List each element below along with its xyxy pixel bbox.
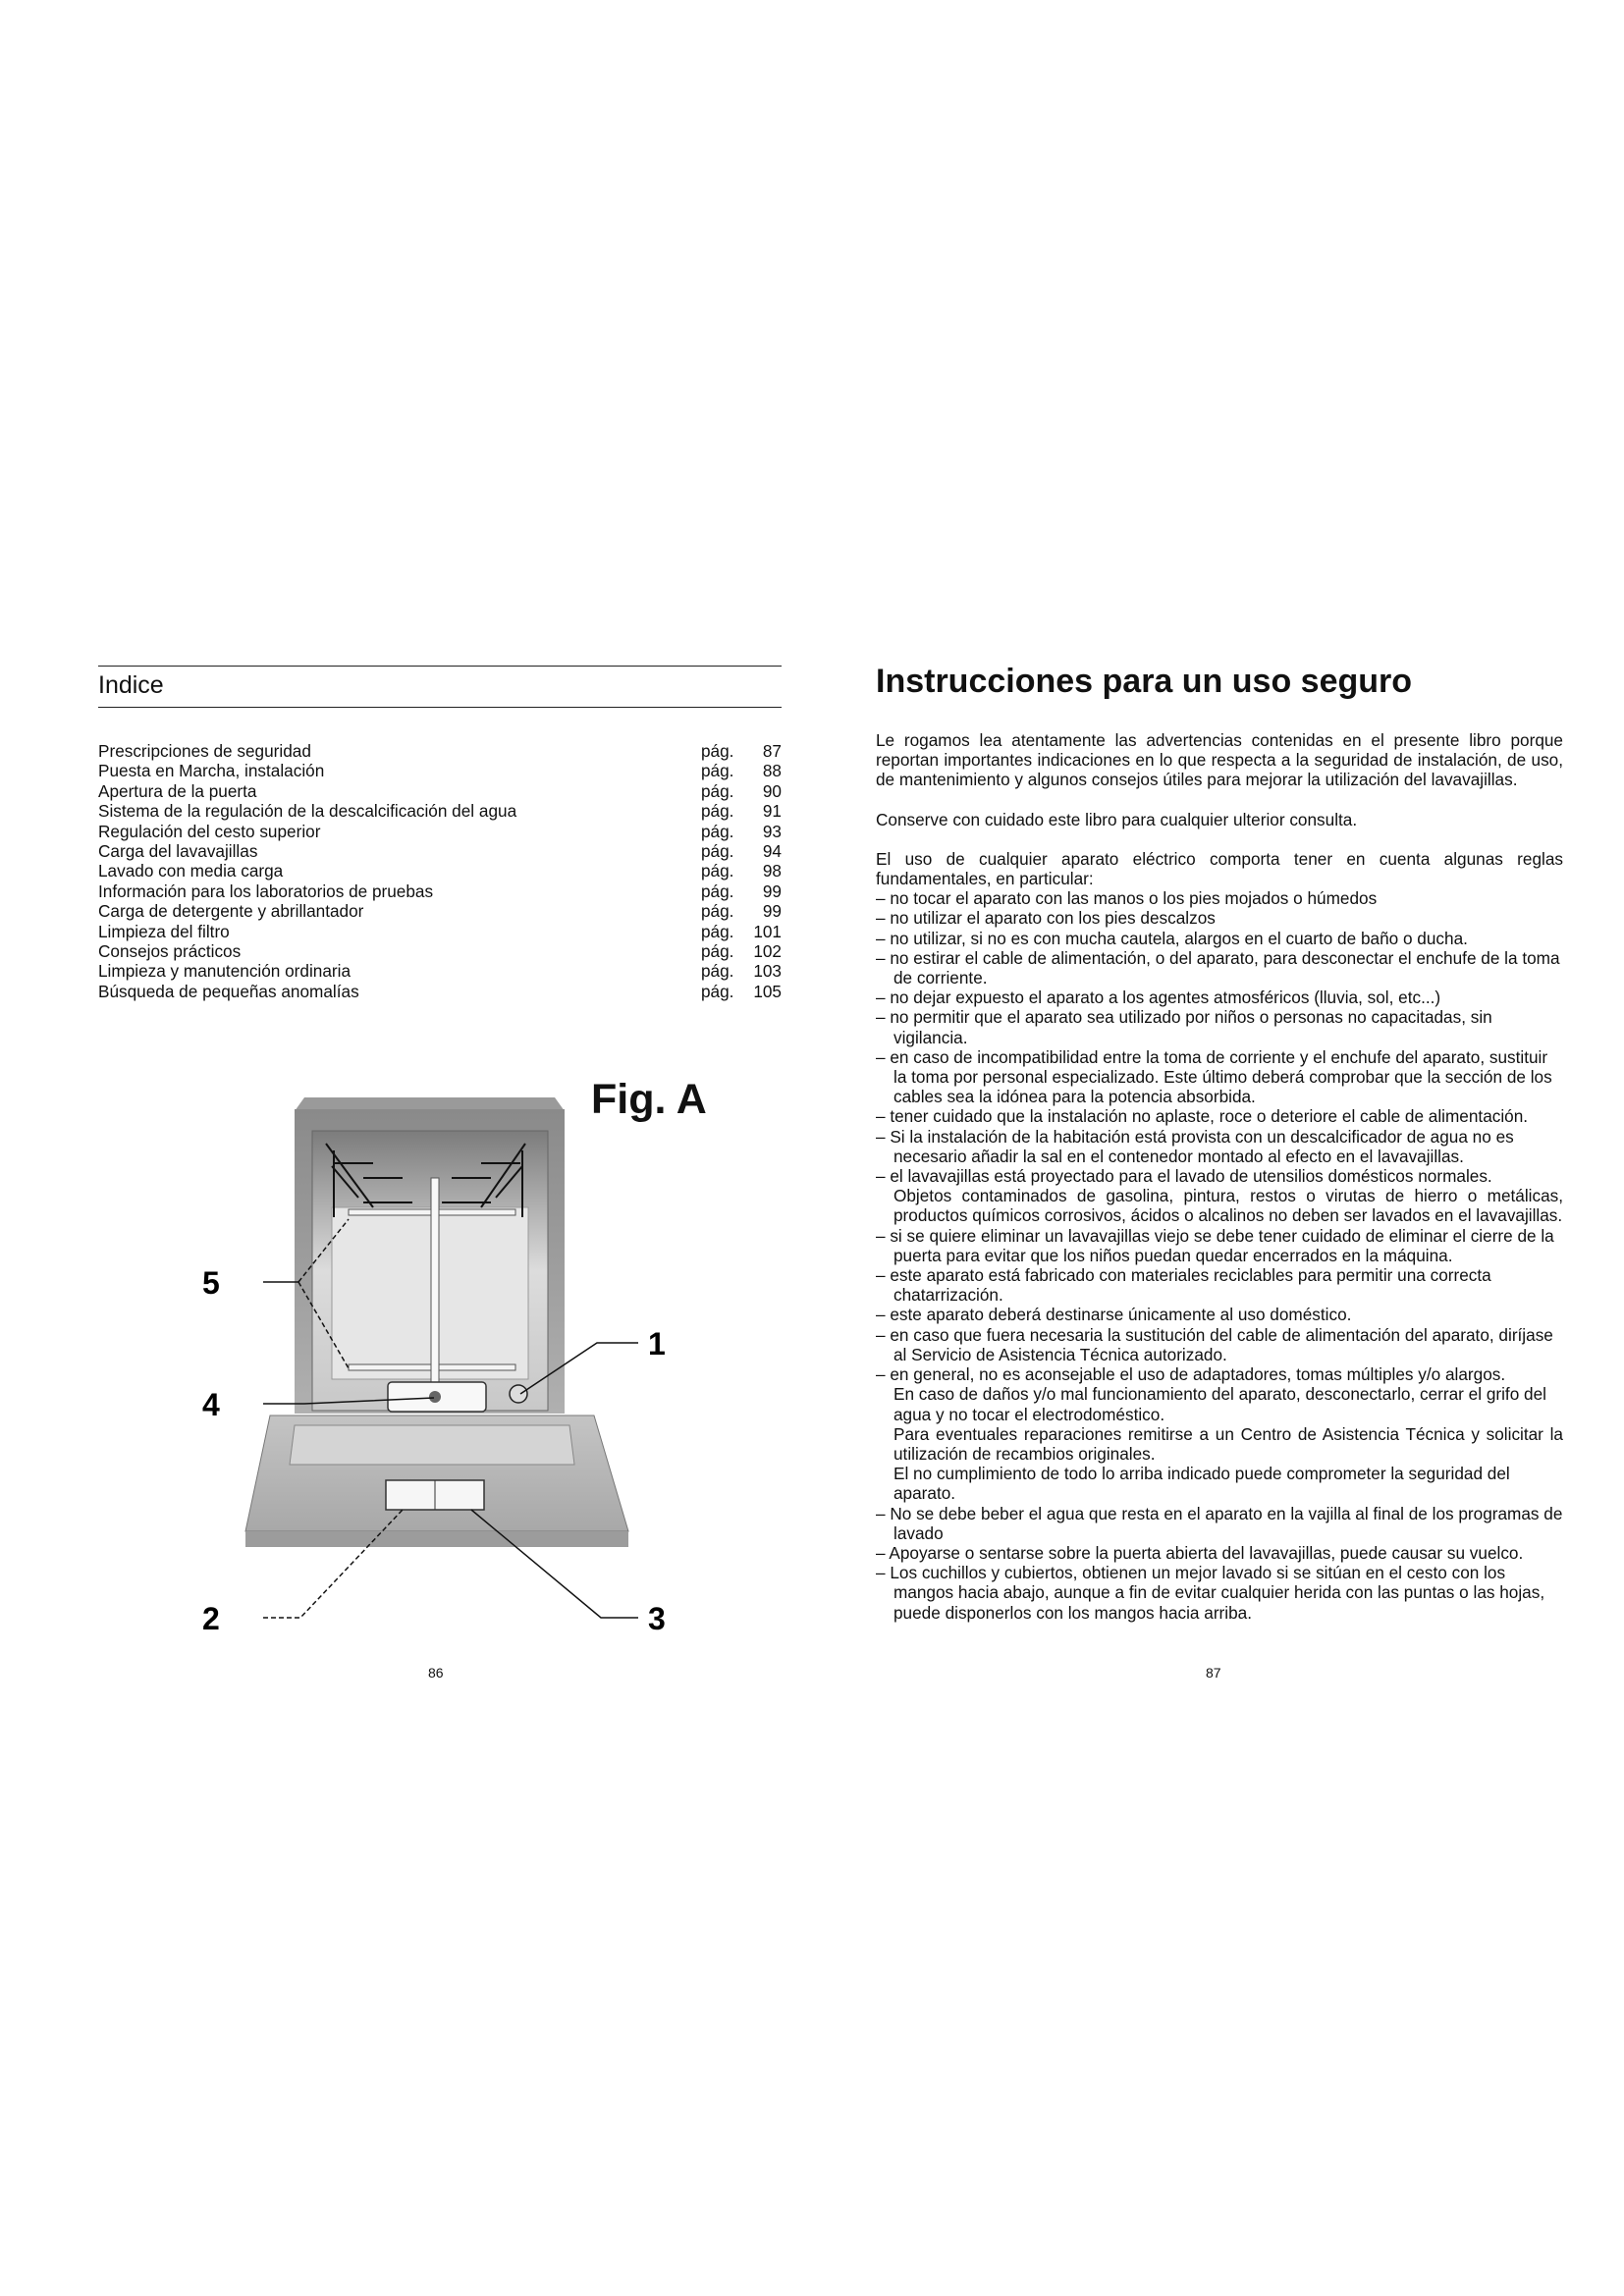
toc-label: Consejos prácticos [98, 941, 242, 962]
cabinet-top [295, 1097, 565, 1111]
callout-3: 3 [648, 1601, 666, 1636]
toc-page-number: 98 [762, 861, 782, 881]
toc-page-ref [701, 982, 782, 1001]
list-item: – este aparato está fabricado con materiales reciclables para permitir una correcta chatarrización. [876, 1265, 1491, 1306]
list-item: – no utilizar el aparato con los pies descalzos [876, 908, 1216, 929]
toc-page-prefix: pág. [701, 861, 734, 881]
list-item: – en caso que fuera necesaria la sustitución del cable de alimentación del aparato, diríjase al Servicio de Asistencia Técnica autorizado. [876, 1324, 1553, 1364]
toc-page-number: 99 [762, 901, 782, 922]
toc-label: Limpieza del filtro [98, 921, 230, 941]
list-subparagraph: Para eventuales reparaciones remitirse a un Centro de Asistencia Técnica y solicitar la utilización de recambios originales. [893, 1423, 1563, 1464]
toc-page-prefix: pág. [701, 961, 734, 982]
toc-label: Limpieza y manutención ordinaria [98, 961, 351, 982]
intro-paragraph: Le rogamos lea atentamente las advertencias contenidas en el presente libro porque reportan importantes indicaciones en lo que respecta a la seguridad de instalación, de uso, de mantenimiento y algunos consejos útiles para mejorar la utilización del lavavajillas. [876, 730, 1563, 790]
toc-page-prefix: pág. [701, 841, 734, 862]
callout-2: 2 [202, 1601, 220, 1636]
list-item: – si se quiere eliminar un lavavajillas viejo se debe tener cuidado de eliminar el cierre de la puerta para evitar que los niños puedan quedar encerrados en la máquina. [876, 1225, 1554, 1265]
list-item: – este aparato deberá destinarse únicamente al uso doméstico. [876, 1305, 1352, 1325]
toc-row [98, 841, 782, 861]
toc-row [98, 901, 782, 921]
toc-page-ref [701, 861, 782, 881]
toc-row [98, 781, 782, 801]
toc-label: Carga de detergente y abrillantador [98, 901, 364, 922]
safety-text [876, 730, 1563, 1623]
toc-page-number: 103 [753, 961, 782, 982]
toc-label: Información para los laboratorios de pruebas [98, 881, 434, 901]
index-title: Indice [98, 671, 164, 699]
toc-page-ref [701, 741, 782, 761]
right-page-number: 87 [1206, 1665, 1221, 1681]
toc-row [98, 741, 782, 761]
list-item: – Apoyarse o sentarse sobre la puerta abierta del lavavajillas, puede causar su vuelco. [876, 1542, 1524, 1563]
toc-label: Búsqueda de pequeñas anomalías [98, 981, 359, 1001]
list-item: – Los cuchillos y cubiertos, obtienen un mejor lavado si se sitúan en el cesto con los mangos hacia abajo, aunque a fin de evitar cualquier herida con las puntas o las hojas, puede disponerlos con los mangos hacia arriba. [876, 1563, 1545, 1623]
toc-row [98, 961, 782, 981]
toc-row [98, 801, 782, 821]
toc-page-number: 88 [762, 761, 782, 781]
toc-page-prefix: pág. [701, 941, 734, 962]
toc-page-ref [701, 761, 782, 780]
list-item: – en caso de incompatibilidad entre la toma de corriente y el enchufe del aparato, sustituir la toma por personal especializado. Este último deberá comprobar que la sección de los cables sea la idónea para la potencia absorbida. [876, 1046, 1552, 1107]
toc-page-prefix: pág. [701, 741, 734, 761]
door-edge [245, 1531, 628, 1547]
safety-title: Instrucciones para un uso seguro [876, 663, 1413, 700]
list-item: – Si la instalación de la habitación está provista con un descalcificador de agua no es necesario añadir la sal en el contenedor montado al efecto en el lavavajillas. [876, 1126, 1514, 1166]
water-pipe [431, 1178, 439, 1404]
keep-paragraph: Conserve con cuidado este libro para cualquier ulterior consulta. [876, 809, 1358, 829]
left-page-number: 86 [428, 1665, 444, 1681]
toc-page-number: 87 [762, 741, 782, 761]
title-top-rule [98, 666, 782, 667]
toc-page-ref [701, 881, 782, 901]
toc-page-prefix: pág. [701, 821, 734, 841]
list-item: – No se debe beber el agua que resta en el aparato en la vajilla al final de los programas de lavado [876, 1503, 1563, 1543]
toc-page-number: 93 [762, 821, 782, 841]
toc-row [98, 761, 782, 780]
toc-label: Regulación del cesto superior [98, 821, 321, 841]
list-subparagraph: El no cumplimiento de todo lo arriba indicado puede comprometer la seguridad del aparato. [893, 1464, 1510, 1504]
list-item: – en general, no es aconsejable el uso de adaptadores, tomas múltiples y/o alargos. [876, 1364, 1506, 1385]
callout-4: 4 [202, 1387, 220, 1422]
table-of-contents [98, 741, 782, 1001]
toc-label: Apertura de la puerta [98, 780, 257, 801]
toc-page-prefix: pág. [701, 981, 734, 1001]
toc-page-ref [701, 822, 782, 841]
rules-intro: El uso de cualquier aparato eléctrico comporta tener en cuenta algunas reglas fundamentales, en particular: [876, 848, 1563, 889]
toc-page-ref [701, 841, 782, 861]
toc-row [98, 861, 782, 881]
toc-row [98, 822, 782, 841]
toc-row [98, 881, 782, 901]
filter-center [429, 1391, 441, 1403]
toc-page-ref [701, 941, 782, 961]
toc-page-prefix: pág. [701, 801, 734, 822]
toc-page-prefix: pág. [701, 761, 734, 781]
list-item: – no dejar expuesto el aparato a los agentes atmosféricos (lluvia, sol, etc...) [876, 988, 1441, 1008]
toc-row [98, 922, 782, 941]
toc-page-number: 99 [762, 881, 782, 901]
toc-page-prefix: pág. [701, 881, 734, 901]
toc-label: Carga del lavavajillas [98, 841, 258, 862]
toc-page-number: 102 [753, 941, 782, 962]
toc-label: Sistema de la regulación de la descalcificación del agua [98, 801, 517, 822]
toc-page-number: 91 [762, 801, 782, 822]
list-item: – no tocar el aparato con las manos o los pies mojados o húmedos [876, 888, 1378, 909]
dishwasher-figure [177, 1070, 687, 1639]
toc-page-prefix: pág. [701, 921, 734, 941]
list-item: – no permitir que el aparato sea utilizado por niños o personas no capacitadas, sin vigilancia. [876, 1007, 1492, 1047]
toc-label: Lavado con media carga [98, 861, 284, 881]
cabinet-back-wall [332, 1207, 528, 1379]
toc-row [98, 941, 782, 961]
toc-page-ref [701, 922, 782, 941]
toc-page-ref [701, 781, 782, 801]
door-inner-panel [290, 1425, 574, 1465]
toc-label: Puesta en Marcha, instalación [98, 761, 325, 781]
toc-page-prefix: pág. [701, 780, 734, 801]
toc-page-prefix: pág. [701, 901, 734, 922]
toc-page-ref [701, 901, 782, 921]
toc-page-number: 90 [762, 780, 782, 801]
toc-page-number: 101 [753, 921, 782, 941]
toc-page-number: 94 [762, 841, 782, 862]
title-bottom-rule [98, 707, 782, 708]
list-subparagraph: En caso de daños y/o mal funcionamiento del aparato, desconectarlo, cerrar el grifo del agua y no tocar el electrodoméstico. [893, 1384, 1546, 1424]
list-item: – no utilizar, si no es con mucha cautela, alargos en el cuarto de baño o ducha. [876, 928, 1468, 948]
callout-5: 5 [202, 1265, 220, 1301]
salt-container-cap [510, 1385, 527, 1403]
list-item: – el lavavajillas está proyectado para el lavado de utensilios domésticos normales. [876, 1166, 1492, 1187]
toc-page-ref [701, 801, 782, 821]
callout-1: 1 [648, 1326, 666, 1362]
list-item: – tener cuidado que la instalación no aplaste, roce o deteriore el cable de alimentación. [876, 1106, 1529, 1127]
list-item: – no estirar el cable de alimentación, o del aparato, para desconectar el enchufe de la toma de corriente. [876, 947, 1560, 988]
toc-row [98, 982, 782, 1001]
list-subparagraph: Objetos contaminados de gasolina, pintura, restos o virutas de hierro o metálicas, productos químicos corrosivos, ácidos o alcalinos no deben ser lavados en el lavavajillas. [893, 1186, 1563, 1226]
figure-label: Fig. A [591, 1076, 707, 1123]
toc-page-number: 105 [753, 981, 782, 1001]
toc-page-ref [701, 961, 782, 981]
toc-label: Prescripciones de seguridad [98, 741, 311, 761]
